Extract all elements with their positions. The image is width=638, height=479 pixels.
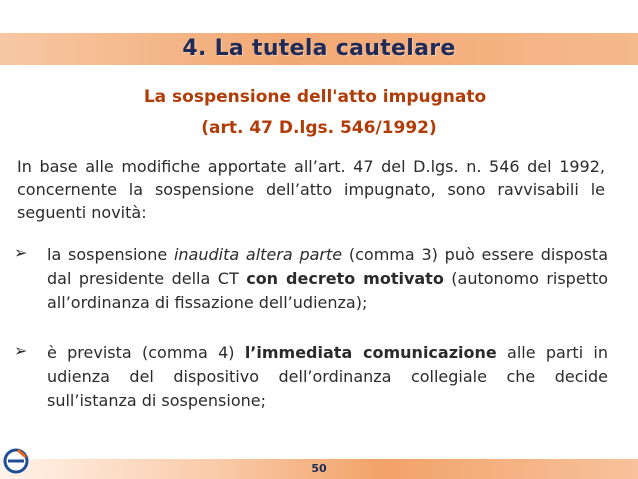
bullet-2-bold: l’immediata comunicazione bbox=[244, 343, 497, 362]
bullet-1-text bbox=[47, 243, 608, 315]
arrow-bullet-icon: ➢ bbox=[14, 341, 28, 360]
bullet-1-mid: (comma 3) può essere disposta dal presidente della CT bbox=[47, 245, 609, 288]
subtitle-line-2: (art. 47 D.lgs. 546/1992) bbox=[201, 118, 437, 138]
intro-paragraph: In base alle modifiche apportate all’art. 47 del D.lgs. n. 546 del 1992, concernente la sospensione dell’atto impugnato, sono ravvisabili le seguenti novità: bbox=[17, 157, 605, 222]
bullet-2-pre: è prevista (comma 4) bbox=[47, 343, 245, 362]
subtitle-line-1: La sospensione dell'atto impugnato bbox=[143, 87, 487, 107]
bullet-2-post: alle parti in udienza del dispositivo dell’ordinanza collegiale che decide sull’istanza di sospensione; bbox=[47, 343, 609, 410]
bullet-1-post: (autonomo rispetto all’ordinanza di fissazione dell’udienza); bbox=[47, 269, 609, 312]
bullet-1-pre: la sospensione bbox=[47, 245, 174, 264]
page-number: 50 bbox=[311, 462, 327, 475]
bullet-1-bold: con decreto motivato bbox=[246, 269, 444, 288]
bullet-2-text bbox=[47, 341, 608, 413]
slide-title: 4. La tutela cautelare bbox=[182, 36, 456, 61]
bullet-1-italic: inaudita altera parte bbox=[173, 245, 343, 264]
arrow-bullet-icon: ➢ bbox=[14, 243, 28, 262]
agency-logo-icon bbox=[2, 444, 32, 474]
